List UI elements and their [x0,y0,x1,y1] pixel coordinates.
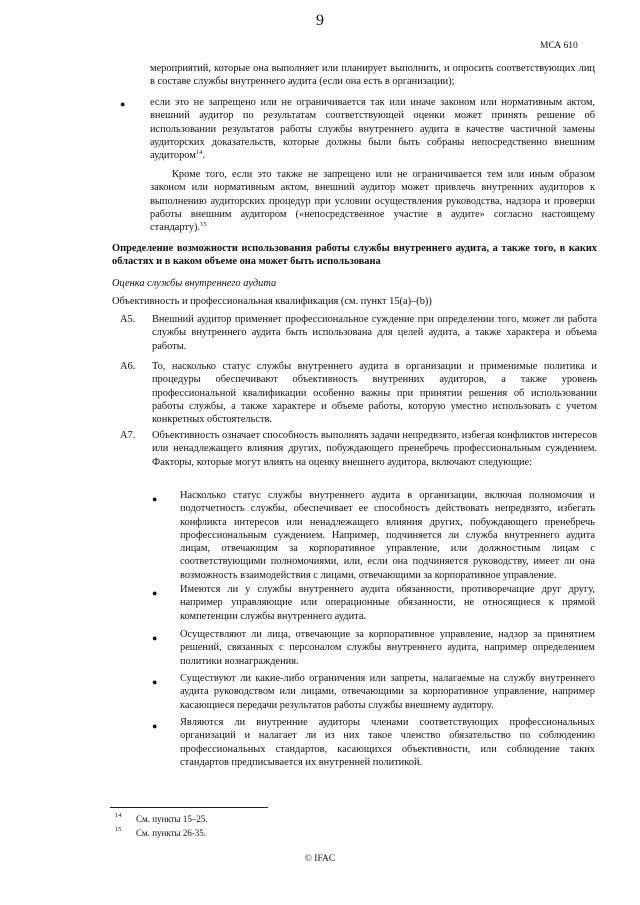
bullet-icon: ● [152,588,158,598]
paragraph-number: A6. [120,361,136,372]
footnote-number: 14 [115,812,122,819]
top-bullet-text: если это не запрещено или не ограничивается так или иначе законом или нормативным актом, внешний аудитор по результатам соответствующей оценки может принять решение об использовании результатов работы службы внутреннего аудита в качестве частичной замены аудиторских доказательств, которые должны были быть собраны непосредственно внешним аудитором [150,97,595,162]
a7-bullet-item: Осуществляют ли лица, отвечающие за корпоративное управление, надзор за принятием решений, связанных с персоналом службы внутреннего аудита, например определением политики вознаграждения. [180,629,595,667]
standard-code: МСА 610 [540,41,578,51]
page-number: 9 [316,12,324,29]
footnote-divider [110,807,268,808]
paragraph-text: Внешний аудитор применяет профессиональное суждение при определении того, может ли работа службы внутреннего аудита быть использована для целей аудита, а также характера и объема работы. [152,314,597,352]
paragraph-text: Объективность означает способность выполнять задачи непредвзято, избегая конфликтов интересов или ненадлежащего влияния других, побуждающего пренебречь профессиональным суждением. Факторы, которые могут влиять на оценку внешнего аудитора, включают следующие: [152,430,597,468]
paragraph-text: То, насколько статус службы внутреннего аудита в организации и применимые политика и процедуры обеспечивают объективность внутренних аудиторов, а также уровень профессиональной квалификации особенно важны при принятии решения об использовании работы службы, а также характере и объеме работы, которую уместно использовать с учетом конкретных обстоятельств. [152,361,597,426]
paragraph-number: A7. [120,430,136,441]
footnote-ref-14[interactable]: 14 [195,149,203,157]
bullet-icon: ● [152,721,158,731]
paragraph-number: A5. [120,314,136,325]
top-bullet-item: если это не запрещено или не ограничивается так или иначе законом или нормативным актом, внешний аудитор по результатам соответствующей оценки может принять решение об использовании результатов работы службы внутреннего аудита в качестве частичной замены аудиторских доказательств, которые должны были быть собраны непосредственно внешним аудитором$^{14}$. [150,97,595,162]
section-heading: Определение возможности использования работы службы внутреннего аудита, а также того, в каких областях и в каком объеме она может быть использована [112,243,597,268]
bullet-icon: ● [152,494,158,504]
bullet-icon: ● [152,633,158,643]
a7-bullet-item: Являются ли внутренние аудиторы членами соответствующих профессиональных организаций и налагает ли из них такое членство обязательство по соблюдению профессиональных стандартов, касающихся объективности, или соблюдение таких стандартов предписывается их внутренней политикой. [180,717,595,768]
intro-paragraph [150,168,595,234]
a7-bullet-item: Существуют ли какие-либо ограничения или запреты, налагаемые на службу внутреннего аудита руководством или лицами, отвечающими за корпоративное управление, например касающиеся передачи результатов работы службы внешнему аудитору. [180,673,595,711]
intro-paragraph-text: Кроме того, если это также не запрещено или не ограничивается тем или иным образом законом или нормативным актом, внешний аудитор может привлечь внутренних аудиторов к выполнению аудиторских процедур при условии осуществления руководства, надзора и проверки работы внешним аудитором («непосредственное участие в аудите» согласно настоящему стандарту). [150,169,595,234]
footnote-ref-15[interactable]: 15 [200,221,207,229]
bullet-icon: ● [120,99,126,109]
footnote-text: См. пункты 26-35. [136,828,207,838]
subheading-plain: Объективность и профессиональная квалификация (см. пункт 15(a)–(b)) [112,296,432,307]
a7-bullet-item: Насколько статус службы внутреннего аудита в организации, включая полномочия и подотчетность службы, обеспечивает ее способность действовать непредвзято, избегать конфликта интересов или ненадлежащего влияния других, побуждающего пренебречь профессиональным суждением. Например, подчиняется ли служба внутреннего аудита лицам, отвечающим за корпоративное управление, или должностным лицам с соответствующими полномочиями, или, если она подчиняется руководству, имеет ли она возможность взаимодействия с лицами, отвечающими за корпоративное управление. [180,490,595,581]
copyright: © IFAC [304,854,336,864]
continued-text: мероприятий, которые она выполняет или планирует выполнить, и опросить соответствующих лиц в составе службы внутреннего аудита (если она есть в организации); [150,63,595,88]
subheading-italic: Оценка службы внутреннего аудита [112,278,277,289]
footnote-number: 15 [115,826,122,833]
a7-bullet-item: Имеются ли у службы внутреннего аудита обязанности, противоречащие друг другу, например управляющие или операционные обязанности, не относящиеся к прямой компетенции службы внутреннего аудита. [180,584,595,622]
footnote-text: См. пункты 15–25. [136,814,208,824]
bullet-icon: ● [152,677,158,687]
